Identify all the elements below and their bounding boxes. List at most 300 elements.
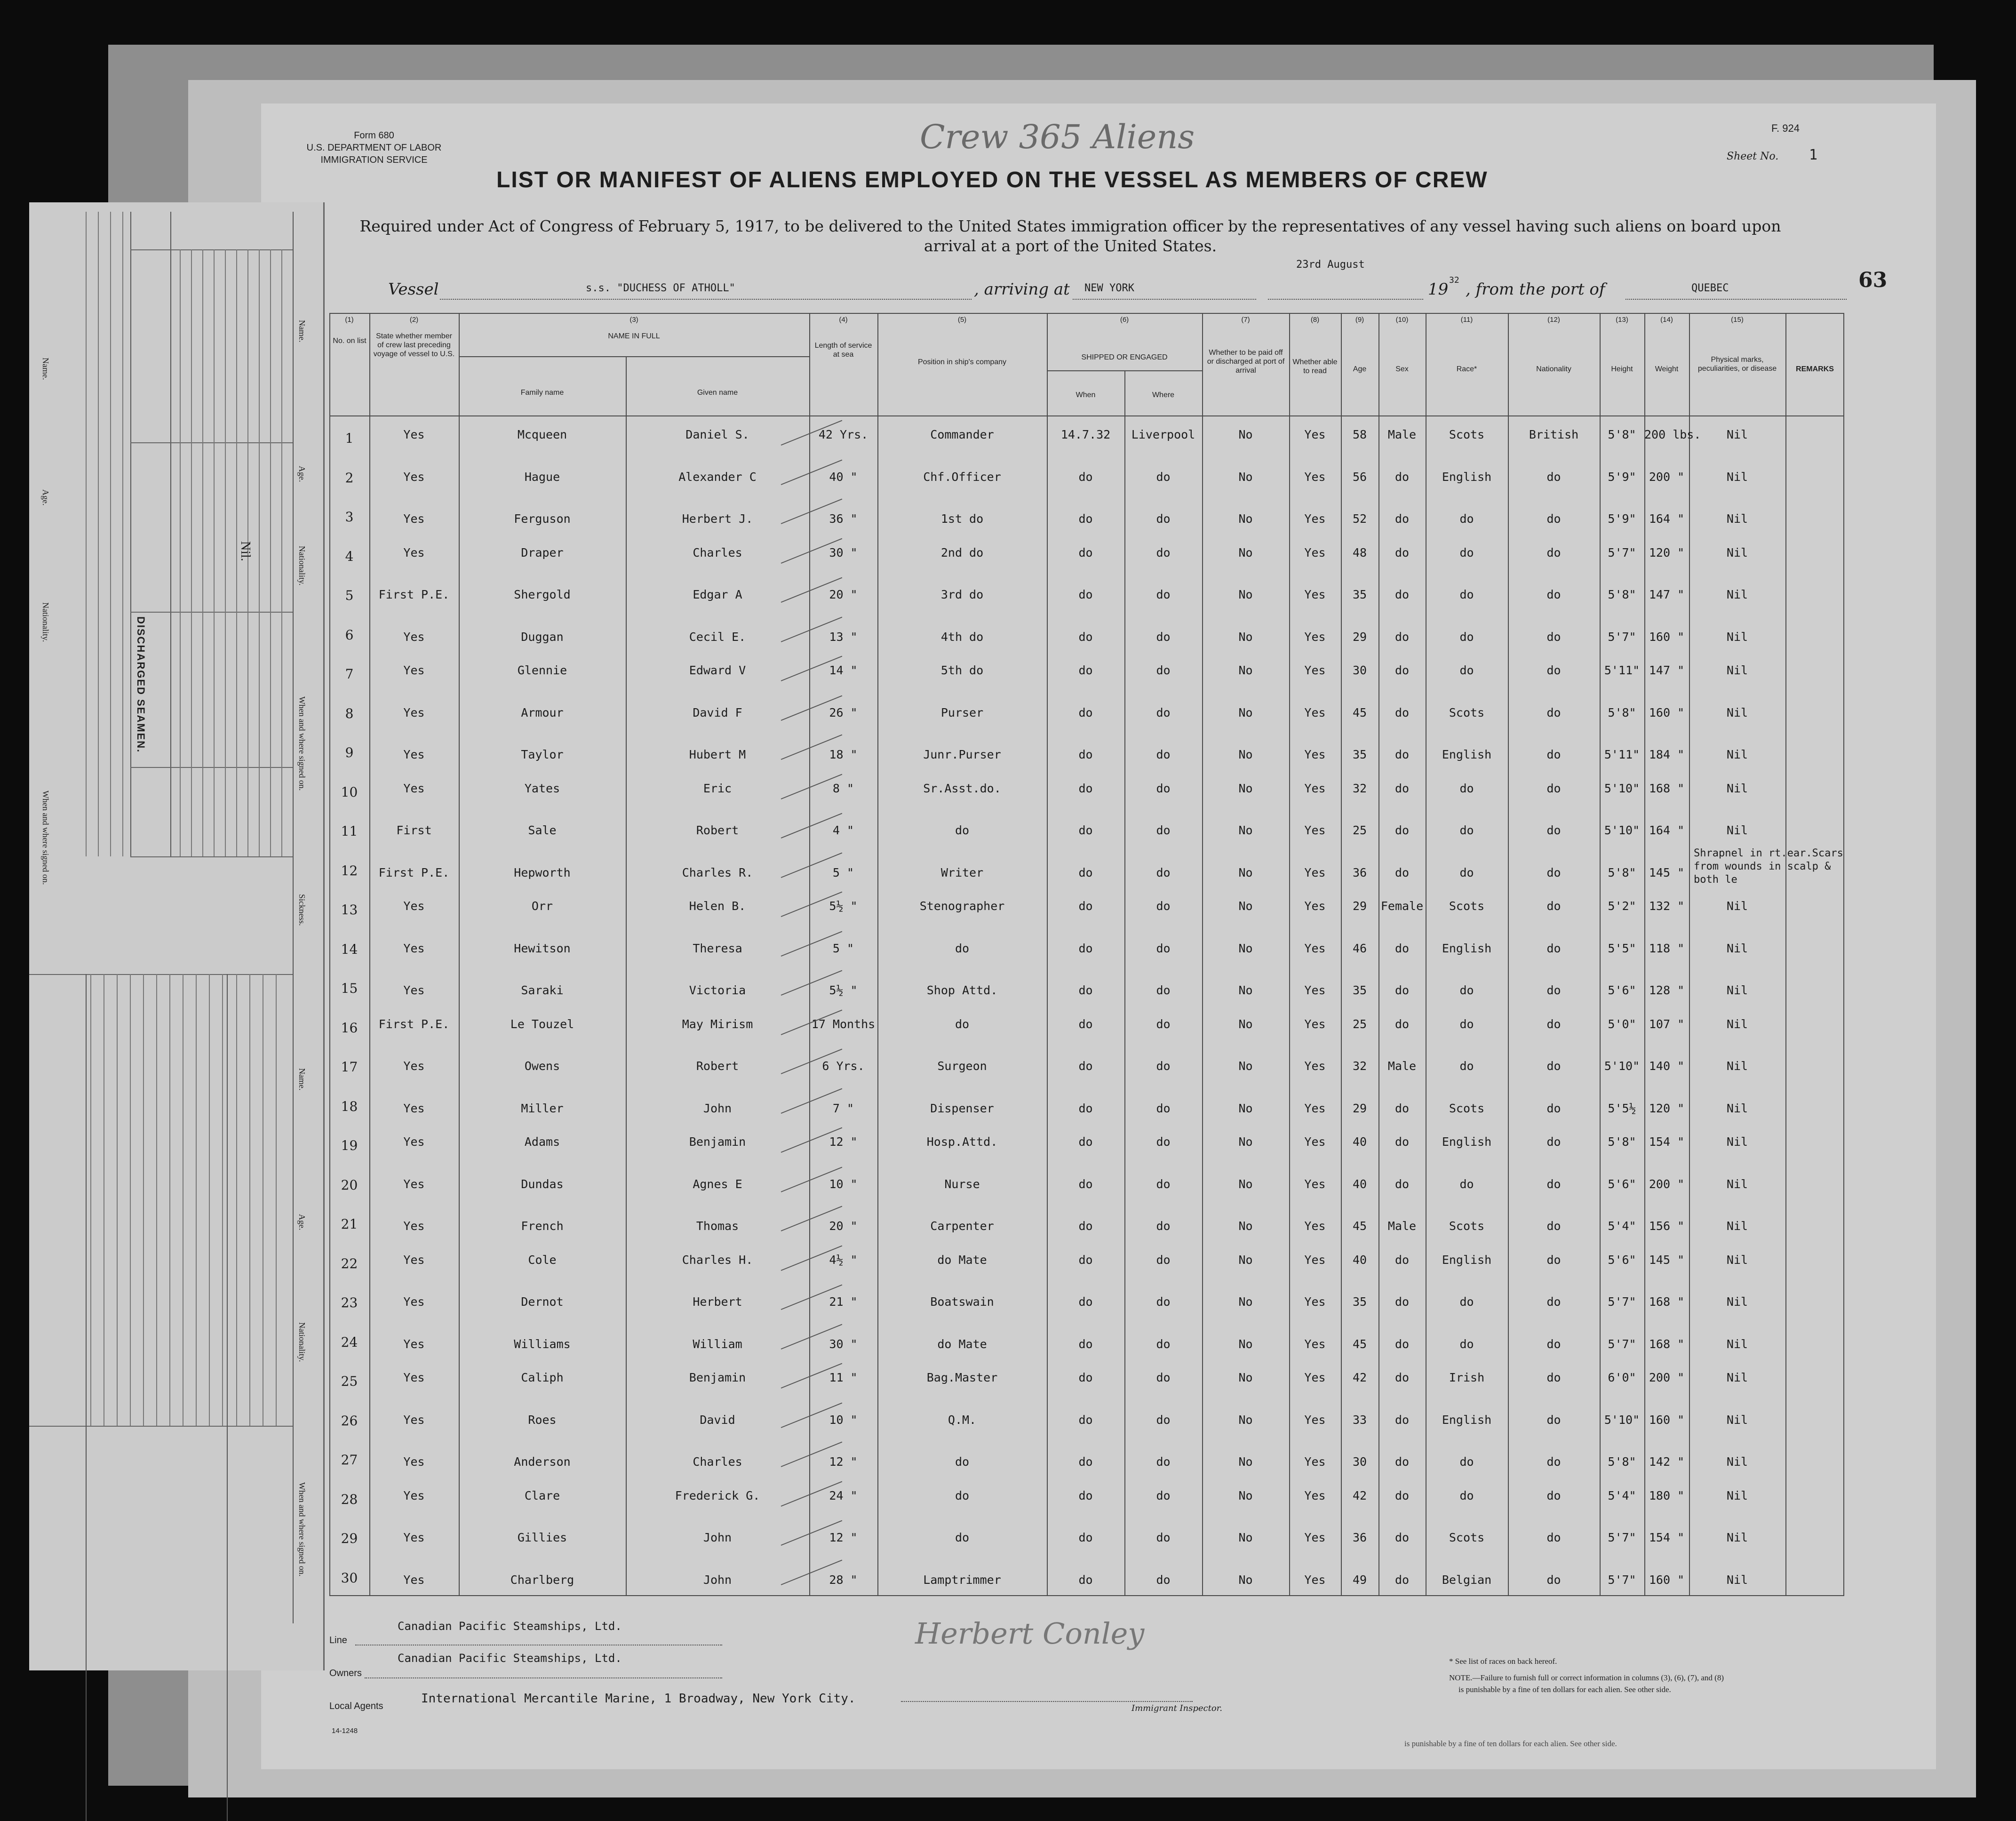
cell-nationality: do (1546, 823, 1561, 837)
header-bottom-rule (329, 415, 1844, 416)
cell-marks: Nil (1726, 1531, 1748, 1544)
cell-sex: do (1394, 1253, 1410, 1267)
cell-height: 5'11" (1604, 748, 1640, 761)
signature-fill-line (901, 1701, 1193, 1702)
cell-position: Chf.Officer (923, 470, 1001, 484)
cell-service: 12 " (829, 1455, 858, 1469)
ds-label-age-left: Age. (41, 489, 50, 506)
page-title: LIST OR MANIFEST OF ALIENS EMPLOYED ON THE VESSEL AS MEMBERS OF CREW (496, 168, 1488, 192)
cell-no: 1 (345, 431, 354, 446)
ds-rule (110, 212, 111, 856)
cell-given: Charles H. (682, 1253, 753, 1267)
colhead-position: Position in ship's company (917, 358, 1007, 366)
cell-race: do (1459, 1337, 1474, 1351)
cell-no: 14 (341, 941, 358, 957)
table-row (329, 1164, 1844, 1202)
cell-voyage: Yes (403, 1413, 425, 1427)
cell-no: 18 (341, 1098, 358, 1114)
cell-race: Scots (1449, 705, 1485, 719)
colhead-voyage: State whether member of crew last preceding voyage of vessel to U.S. (373, 332, 455, 358)
cell-voyage: Yes (403, 1371, 425, 1384)
cell-paid: No (1238, 1017, 1253, 1031)
handwritten-crew-note: Crew 365 Aliens (920, 118, 1195, 156)
table-row (329, 575, 1844, 612)
cell-race: English (1442, 748, 1492, 761)
cell-age: 32 (1352, 1059, 1367, 1073)
cell-service: 21 " (829, 1295, 858, 1309)
discharged-nil: Nil. (238, 541, 253, 561)
cell-position: do (955, 941, 970, 955)
cell-weight: 200 lbs. (1644, 428, 1701, 441)
cell-service: 7 " (832, 1101, 854, 1115)
cell-voyage: Yes (403, 705, 425, 719)
note-line-1: NOTE.—Failure to furnish full or correct information in columns (3), (6), (7), and (8) (1449, 1673, 1724, 1682)
cell-where: do (1156, 545, 1171, 559)
cell-weight: 118 " (1649, 941, 1685, 955)
cell-race: Scots (1449, 899, 1485, 913)
cell-sex: do (1394, 983, 1410, 997)
cell-family: Miller (521, 1101, 564, 1115)
cell-position: Stenographer (919, 899, 1005, 913)
cell-race: do (1459, 1455, 1474, 1469)
cell-position: do (955, 823, 970, 837)
cell-race: English (1442, 941, 1492, 955)
cell-weight: 120 " (1649, 1101, 1685, 1115)
cell-nationality: do (1546, 1371, 1561, 1384)
cell-when: do (1078, 1017, 1093, 1031)
cell-where: Liverpool (1131, 428, 1195, 441)
ds-rule (259, 249, 260, 856)
cell-nationality: do (1546, 1101, 1561, 1115)
crew-table (329, 313, 1844, 1597)
cell-marks: Nil (1726, 1337, 1748, 1351)
cell-nationality: do (1546, 1219, 1561, 1233)
cell-marks: Nil (1726, 1177, 1748, 1191)
cell-read: Yes (1304, 983, 1326, 997)
ds-rule (90, 974, 91, 1426)
cell-service: 17 Months (811, 1017, 876, 1031)
cell-height: 5'7" (1608, 1531, 1636, 1544)
line-value: Canadian Pacific Steamships, Ltd. (398, 1620, 622, 1633)
cell-paid: No (1238, 428, 1253, 441)
cell-voyage: Yes (403, 1219, 425, 1233)
arriving-label: , arriving at (974, 280, 1070, 299)
cell-marks: Nil (1726, 823, 1748, 837)
table-row (329, 614, 1844, 652)
form-number: Form 680 (354, 130, 394, 141)
cell-age: 35 (1352, 1295, 1367, 1309)
cell-no: 29 (341, 1531, 358, 1546)
cell-nationality: do (1546, 1573, 1561, 1587)
cell-given: David F (693, 705, 742, 719)
cell-no: 24 (341, 1334, 358, 1350)
cell-no: 7 (345, 666, 354, 682)
cell-read: Yes (1304, 1101, 1326, 1115)
cell-family: Sale (528, 823, 557, 837)
cell-sex: do (1394, 470, 1410, 484)
cell-sex: do (1394, 1371, 1410, 1384)
arriving-fill-line (1073, 299, 1256, 300)
cell-when: do (1078, 545, 1093, 559)
cell-paid: No (1238, 630, 1253, 644)
ds-grid-v1 (130, 212, 131, 856)
cell-race: English (1442, 1253, 1492, 1267)
ds-label-age-lower: Age. (297, 1214, 307, 1230)
cell-position: Surgeon (937, 1059, 987, 1073)
cell-weight: 160 " (1649, 1413, 1685, 1427)
cell-weight: 142 " (1649, 1455, 1685, 1469)
cell-sex: do (1394, 663, 1410, 677)
colhead-length-of-service: Length of service at sea (814, 342, 872, 359)
cell-paid: No (1238, 1219, 1253, 1233)
cell-age: 49 (1352, 1573, 1367, 1587)
cell-age: 45 (1352, 1219, 1367, 1233)
cell-no: 28 (341, 1491, 358, 1507)
cell-height: 5'9" (1608, 512, 1636, 526)
cell-marks: Nil (1726, 545, 1748, 559)
cell-when: do (1078, 470, 1093, 484)
year-suffix: 32 (1449, 275, 1459, 285)
ds-rule (98, 212, 99, 856)
cell-race: Belgian (1442, 1573, 1492, 1587)
subtitle (261, 216, 1880, 256)
cell-voyage: Yes (403, 470, 425, 484)
cell-where: do (1156, 983, 1171, 997)
cell-when: do (1078, 865, 1093, 879)
cell-service: 10 " (829, 1413, 858, 1427)
ds-rule (130, 974, 131, 1426)
colhead-when: When (1076, 391, 1096, 399)
cell-family: Adams (524, 1135, 560, 1149)
owners-fill-line (365, 1677, 722, 1678)
cell-where: do (1156, 748, 1171, 761)
cell-when: do (1078, 1455, 1093, 1469)
cell-height: 5'8" (1608, 865, 1636, 879)
ds-label-sickness: Sickness. (297, 894, 307, 926)
cell-height: 5'0" (1608, 1017, 1636, 1031)
cell-marks: Nil (1726, 1101, 1748, 1115)
cell-read: Yes (1304, 1017, 1326, 1031)
ds-grid-h1 (130, 249, 293, 250)
cell-sex: do (1394, 1531, 1410, 1544)
cell-paid: No (1238, 1177, 1253, 1191)
cell-paid: No (1238, 663, 1253, 677)
cell-paid: No (1238, 1295, 1253, 1309)
cell-no: 19 (341, 1138, 358, 1153)
cell-when: do (1078, 899, 1093, 913)
cell-nationality: do (1546, 1413, 1561, 1427)
cell-race: do (1459, 545, 1474, 559)
cell-sex: do (1394, 1413, 1410, 1427)
cell-where: do (1156, 663, 1171, 677)
cell-voyage: Yes (403, 1531, 425, 1544)
cell-no: 17 (341, 1059, 358, 1075)
cell-age: 45 (1352, 705, 1367, 719)
cell-family: Draper (521, 545, 564, 559)
table-row (329, 1478, 1844, 1516)
cell-given: Agnes E (693, 1177, 742, 1191)
cell-nationality: do (1546, 941, 1561, 955)
ds-grid-v5 (227, 974, 228, 1821)
colnum-10: (10) (1395, 316, 1409, 324)
cell-family: Gillies (517, 1531, 567, 1544)
colnum-12: (12) (1547, 316, 1560, 324)
ds-grid-v3 (293, 212, 294, 1623)
cell-age: 48 (1352, 545, 1367, 559)
cell-age: 42 (1352, 1488, 1367, 1502)
ds-label-nationality-left: Nationality. (41, 602, 50, 642)
cell-service: 4½ " (829, 1253, 858, 1267)
cell-given: Charles R. (682, 865, 753, 879)
cell-service: 20 " (829, 588, 858, 601)
cell-nationality: do (1546, 630, 1561, 644)
cell-voyage: Yes (403, 1059, 425, 1073)
cell-read: Yes (1304, 1455, 1326, 1469)
cell-sex: do (1394, 1573, 1410, 1587)
cell-age: 30 (1352, 1455, 1367, 1469)
vessel-name: s.s. "DUCHESS OF ATHOLL" (586, 282, 735, 294)
cell-sex: do (1394, 1455, 1410, 1469)
cell-height: 5'7" (1608, 545, 1636, 559)
cell-read: Yes (1304, 512, 1326, 526)
table-row (329, 1282, 1844, 1319)
cell-weight: 164 " (1649, 512, 1685, 526)
subtitle-line-1: Required under Act of Congress of February 5, 1917, to be delivered to the United States immigration officer by the representatives of any vessel having such aliens on board upon (359, 217, 1781, 235)
ds-grid-v2 (170, 212, 171, 856)
cell-age: 33 (1352, 1413, 1367, 1427)
cell-service: 5½ " (829, 899, 858, 913)
cell-family: Orr (531, 899, 553, 913)
cell-when: do (1078, 1531, 1093, 1544)
department-name: U.S. DEPARTMENT OF LABOR (306, 143, 442, 153)
cell-sex: do (1394, 1101, 1410, 1115)
cell-no: 10 (341, 784, 358, 800)
cell-where: do (1156, 588, 1171, 601)
cell-given: May Mirism (682, 1017, 753, 1031)
cell-when: do (1078, 1253, 1093, 1267)
colhead-family-name: Family name (520, 389, 564, 397)
cell-marks: Nil (1726, 983, 1748, 997)
cell-age: 35 (1352, 748, 1367, 761)
cell-family: Taylor (521, 748, 564, 761)
cell-where: do (1156, 705, 1171, 719)
cell-age: 30 (1352, 663, 1367, 677)
cell-where: do (1156, 1219, 1171, 1233)
cell-weight: 168 " (1649, 1337, 1685, 1351)
cell-position: Boatswain (930, 1295, 994, 1309)
table-row (329, 810, 1844, 848)
cell-service: 4 " (832, 823, 854, 837)
cell-nationality: do (1546, 1059, 1561, 1073)
cell-paid: No (1238, 781, 1253, 795)
cell-family: Owens (524, 1059, 560, 1073)
cell-no: 5 (345, 588, 354, 603)
cell-family: Armour (521, 705, 564, 719)
cell-height: 5'2" (1608, 899, 1636, 913)
table-row (329, 1125, 1844, 1162)
cell-race: Scots (1449, 1101, 1485, 1115)
cell-family: Duggan (521, 630, 564, 644)
cell-no: 26 (341, 1413, 358, 1429)
cell-marks: Nil (1726, 1253, 1748, 1267)
cell-given: Herbert (693, 1295, 742, 1309)
cell-where: do (1156, 1101, 1171, 1115)
cell-position: Shop Attd. (926, 983, 998, 997)
cell-position: Commander (930, 428, 994, 441)
cell-age: 29 (1352, 1101, 1367, 1115)
colnum-8: (8) (1310, 316, 1320, 324)
cell-read: Yes (1304, 781, 1326, 795)
cell-paid: No (1238, 1413, 1253, 1427)
cell-given: Cecil E. (689, 630, 746, 644)
cell-height: 5'6" (1608, 1177, 1636, 1191)
cell-voyage: Yes (403, 545, 425, 559)
cell-sex: do (1394, 823, 1410, 837)
cell-paid: No (1238, 588, 1253, 601)
cell-age: 45 (1352, 1337, 1367, 1351)
ds-grid-h3 (130, 612, 293, 613)
cell-position: Carpenter (930, 1219, 994, 1233)
colhead-name-in-full: NAME IN FULL (608, 332, 660, 340)
cell-weight: 107 " (1649, 1017, 1685, 1031)
cell-read: Yes (1304, 1337, 1326, 1351)
cell-service: 30 " (829, 1337, 858, 1351)
cell-service: 40 " (829, 470, 858, 484)
cell-weight: 147 " (1649, 663, 1685, 677)
cell-when: do (1078, 983, 1093, 997)
cell-read: Yes (1304, 941, 1326, 955)
cell-sex: do (1394, 1135, 1410, 1149)
cell-family: Ferguson (514, 512, 571, 526)
cell-when: do (1078, 1135, 1093, 1149)
cell-height: 5'8" (1608, 1135, 1636, 1149)
cell-voyage: Yes (403, 512, 425, 526)
cell-marks: Nil (1726, 705, 1748, 719)
cell-no: 6 (345, 627, 354, 643)
cell-given: Robert (696, 823, 739, 837)
cell-no: 9 (345, 745, 354, 760)
cell-no: 25 (341, 1374, 358, 1389)
cell-marks: Nil (1726, 630, 1748, 644)
cell-when: do (1078, 630, 1093, 644)
cell-height: 5'10" (1604, 1413, 1640, 1427)
colnum-6: (6) (1120, 316, 1129, 324)
cell-marks: Nil (1726, 781, 1748, 795)
cell-voyage: Yes (403, 748, 425, 761)
ds-rule (236, 249, 237, 856)
cell-family: Hewitson (514, 941, 571, 955)
inspector-label: Immigrant Inspector. (1132, 1703, 1223, 1713)
cell-nationality: do (1546, 781, 1561, 795)
cell-sex: do (1394, 1488, 1410, 1502)
cell-nationality: do (1546, 748, 1561, 761)
ds-label-signed-on: When and where signed on. (297, 696, 307, 791)
cell-given: Thomas (696, 1219, 739, 1233)
cell-when: do (1078, 1337, 1093, 1351)
cell-given: Charles (693, 1455, 742, 1469)
cell-height: 5'6" (1608, 983, 1636, 997)
f-number: F. 924 (1771, 122, 1800, 134)
cell-marks: Nil (1726, 1413, 1748, 1427)
year-prefix: 19 (1428, 280, 1449, 299)
cell-position: 1st do (940, 512, 984, 526)
cell-read: Yes (1304, 865, 1326, 879)
cell-height: 5'10" (1604, 781, 1640, 795)
cell-family: Yates (524, 781, 560, 795)
cell-where: do (1156, 1295, 1171, 1309)
cell-service: 20 " (829, 1219, 858, 1233)
cell-family: Mcqueen (517, 428, 567, 441)
cell-nationality: do (1546, 470, 1561, 484)
cell-service: 5 " (832, 865, 854, 879)
cell-service: 36 " (829, 512, 858, 526)
sheet-number: 1 (1809, 147, 1818, 163)
table-row (329, 847, 1844, 887)
cell-read: Yes (1304, 899, 1326, 913)
cell-read: Yes (1304, 1413, 1326, 1427)
cell-voyage: First (396, 823, 432, 837)
cell-where: do (1156, 1371, 1171, 1384)
cell-sex: do (1394, 1337, 1410, 1351)
colhead-height: Height (1611, 365, 1633, 373)
cell-height: 5'6" (1608, 1253, 1636, 1267)
cell-service: 18 " (829, 748, 858, 761)
cell-nationality: do (1546, 588, 1561, 601)
cell-race: do (1459, 1059, 1474, 1073)
cell-weight: 160 " (1649, 1573, 1685, 1587)
from-label: , from the port of (1466, 280, 1605, 299)
cell-read: Yes (1304, 470, 1326, 484)
cell-age: 29 (1352, 899, 1367, 913)
cell-paid: No (1238, 983, 1253, 997)
cell-service: 24 " (829, 1488, 858, 1502)
date-fill-line (1268, 299, 1423, 300)
ds-rule (236, 974, 237, 1426)
cell-marks: Nil (1726, 899, 1748, 913)
cell-when: do (1078, 781, 1093, 795)
cell-no: 12 (341, 863, 358, 879)
ds-label-signed-on-left: When and where signed on. (41, 791, 50, 885)
cell-given: Benjamin (689, 1135, 746, 1149)
ds-grid-h2 (130, 442, 293, 443)
cell-given: Robert (696, 1059, 739, 1073)
cell-when: do (1078, 1295, 1093, 1309)
cell-when: do (1078, 748, 1093, 761)
cell-weight: 128 " (1649, 983, 1685, 997)
cell-nationality: do (1546, 545, 1561, 559)
colhead-where: Where (1152, 391, 1175, 399)
table-row (329, 732, 1844, 769)
cell-weight: 160 " (1649, 630, 1685, 644)
cell-sex: do (1394, 1295, 1410, 1309)
cell-voyage: Yes (403, 1488, 425, 1502)
vessel-label: Vessel (388, 280, 439, 299)
cell-family: Charlberg (510, 1573, 574, 1587)
colhead-shipped-or-engaged: SHIPPED OR ENGAGED (1081, 353, 1168, 361)
table-row (329, 1557, 1844, 1595)
cell-nationality: do (1546, 1177, 1561, 1191)
cell-height: 6'0" (1608, 1371, 1636, 1384)
cell-sex: do (1394, 865, 1410, 879)
arriving-port: NEW YORK (1084, 282, 1134, 294)
cell-no: 2 (345, 470, 354, 486)
ds-grid-v4 (86, 974, 87, 1821)
cell-read: Yes (1304, 1177, 1326, 1191)
vessel-fill-line (440, 299, 972, 300)
cell-where: do (1156, 865, 1171, 879)
cell-service: 28 " (829, 1573, 858, 1587)
ds-rule (169, 974, 170, 1426)
